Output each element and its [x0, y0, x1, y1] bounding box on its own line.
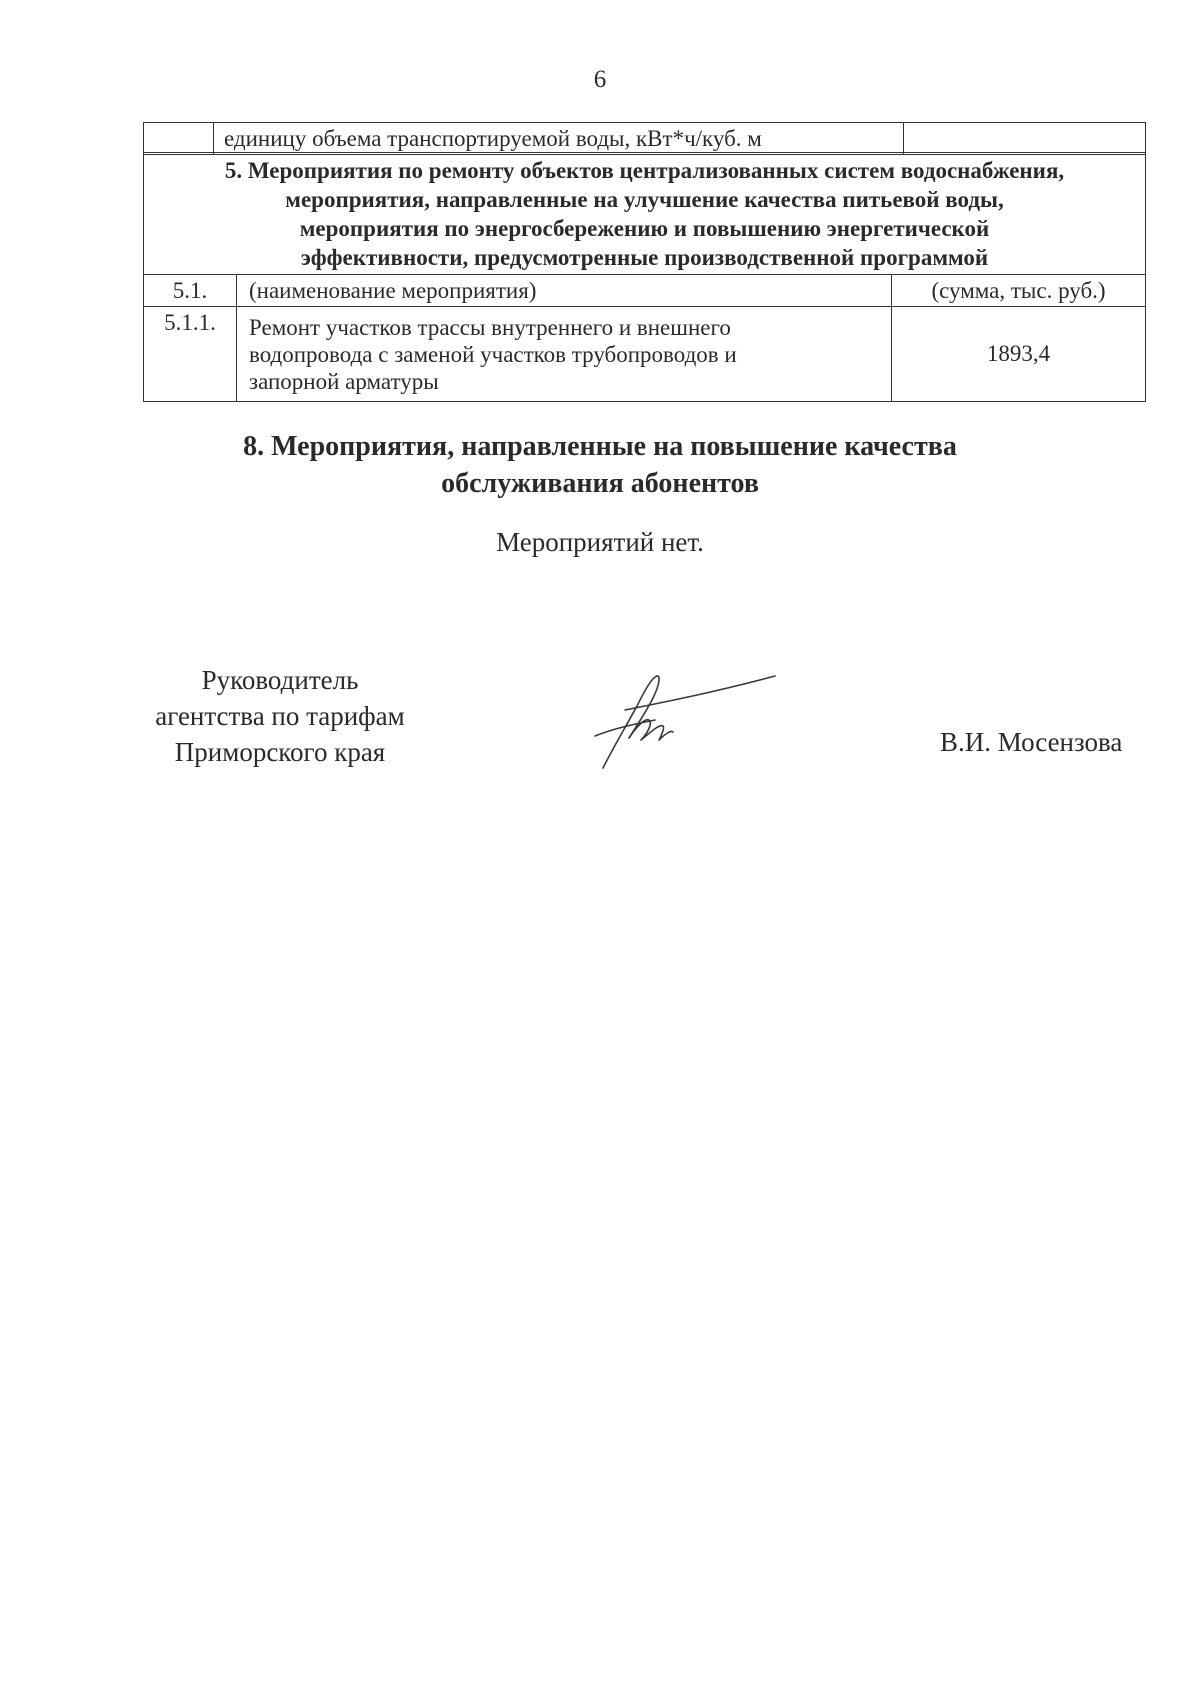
header-sum-cell: (сумма, тыс. руб.)	[892, 275, 1146, 307]
item-name-line: запорной арматуры	[249, 368, 439, 394]
table-cell-unit-text: единицу объема транспортируемой воды, кВт*ч/куб. м	[214, 123, 904, 155]
signer-position	[110, 662, 450, 770]
signer-position-line: Приморского края	[174, 737, 386, 767]
section5-heading	[144, 153, 1146, 275]
table-cell-empty	[144, 123, 214, 155]
section5-heading-line: 5. Мероприятия по ремонту объектов централизованных систем водоснабжения,	[224, 158, 1065, 183]
section5-heading-line: мероприятия по энергосбережению и повышению энергетической	[299, 216, 990, 241]
section8-title-line: 8. Мероприятия, направленные на повышение качества	[243, 431, 957, 462]
signer-position-line: Руководитель	[201, 665, 359, 695]
table-cell-empty	[904, 123, 1146, 155]
table-continuation	[143, 122, 1146, 155]
section8-title	[0, 428, 1200, 502]
header-name-cell: (наименование мероприятия)	[237, 275, 892, 307]
item-sum-cell: 1893,4	[892, 307, 1146, 402]
header-num-cell: 5.1.	[144, 275, 237, 307]
section8-text: Мероприятий нет.	[496, 527, 704, 557]
section5-heading-row	[144, 153, 1146, 275]
table-header-row	[144, 275, 1146, 307]
signer-name: В.И. Мосензова	[940, 727, 1123, 757]
item-name-line: Ремонт участков трассы внутреннего и внешнего	[249, 314, 731, 340]
item-num-cell: 5.1.1.	[144, 307, 237, 402]
table-row	[144, 307, 1146, 402]
signer-position-line: агентства по тарифам	[155, 701, 405, 731]
item-name-line: водопровода с заменой участков трубопроводов и	[249, 341, 737, 367]
item-name-cell	[237, 307, 892, 402]
section5-table	[143, 152, 1146, 402]
page-number: 6	[593, 66, 607, 93]
section5-heading-line: эффективности, предусмотренные производственной программой	[300, 245, 989, 270]
table-row	[144, 123, 1146, 155]
handwritten-signature	[585, 668, 785, 778]
section8-title-line: обслуживания абонентов	[441, 468, 759, 499]
section5-heading-line: мероприятия, направленные на улучшение качества питьевой воды,	[285, 187, 1004, 212]
